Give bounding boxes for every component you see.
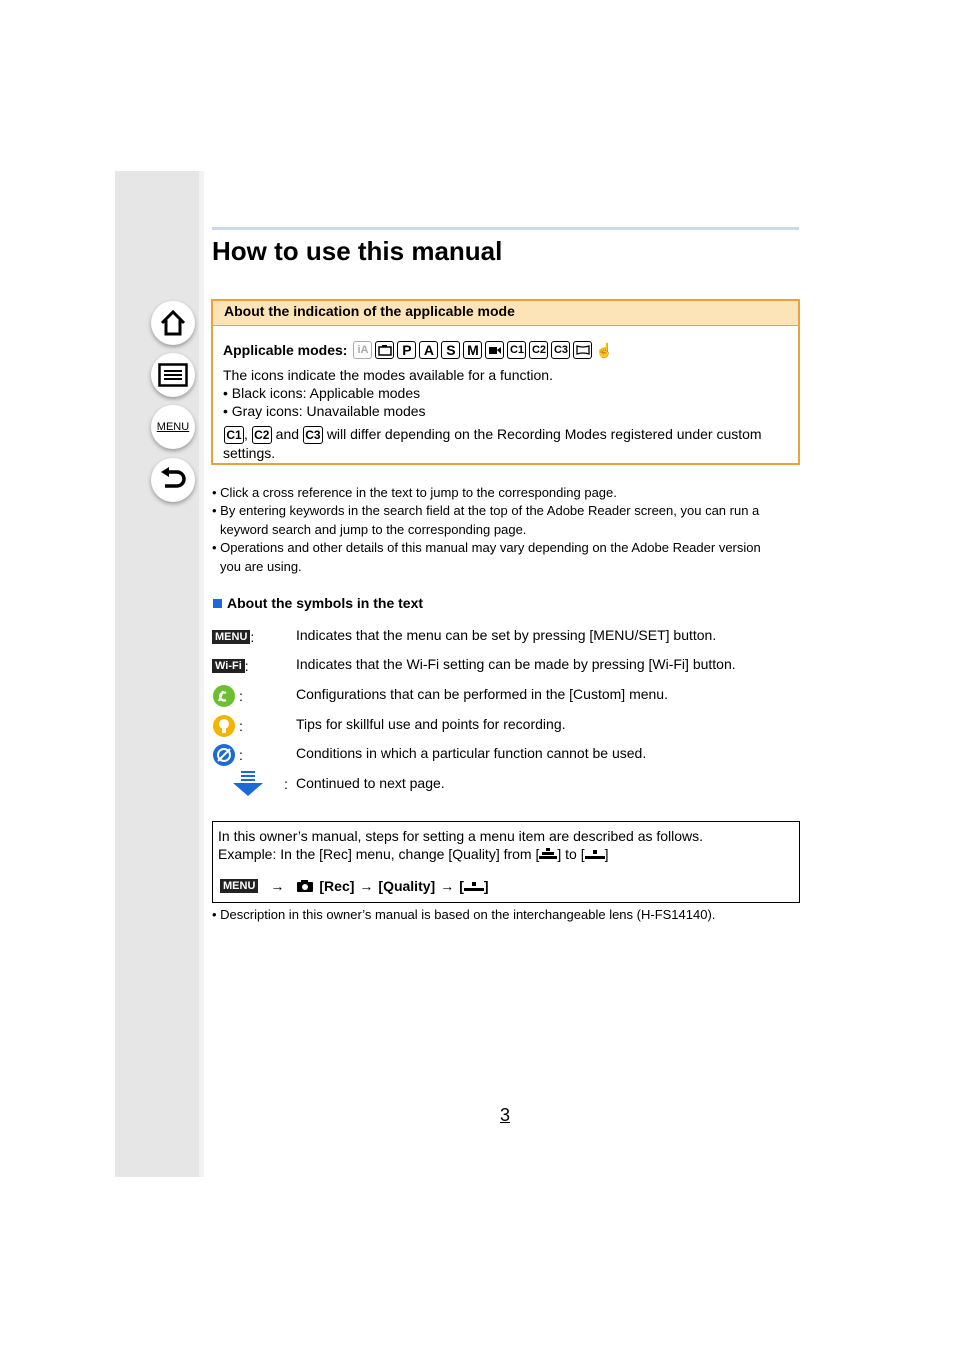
- custom-menu-icon: [212, 684, 236, 708]
- wifi-tag-icon: Wi-Fi: [212, 659, 245, 673]
- arrow: →: [270, 878, 285, 894]
- tips-bulb-icon: [212, 714, 236, 738]
- quality-label: [Quality]: [378, 878, 436, 894]
- symbols-heading: [213, 595, 423, 611]
- mode-c3-icon: C3: [551, 341, 570, 359]
- unavailable-icon: [212, 743, 236, 767]
- continued-arrow-icon: [232, 771, 264, 797]
- bullet-keyword-search: • By entering keywords in the search field at the top of the Adobe Reader screen, you can run a: [212, 503, 760, 518]
- back-arrow-icon: [159, 467, 187, 493]
- bullet-adobe-version: • Operations and other details of this manual may vary depending on the Adobe Reader version: [212, 540, 761, 555]
- symbol-continued-row: [232, 771, 288, 797]
- mode-c2-icon: C2: [529, 341, 548, 359]
- blue-square-icon: [213, 599, 222, 608]
- back-button[interactable]: [151, 458, 195, 502]
- example-intro: In this owner’s manual, steps for setting a menu item are described as follows.: [218, 828, 704, 844]
- arrow: →: [440, 878, 455, 894]
- menu-list-button[interactable]: [151, 405, 195, 449]
- menu-tag-icon: MENU: [212, 630, 250, 644]
- mode-c1-icon: C1: [507, 341, 526, 359]
- mode-black-line: • Black icons: Applicable modes: [223, 385, 421, 401]
- arrow: →: [359, 878, 374, 894]
- c3-icon: C3: [303, 426, 323, 444]
- menu-label: MENU: [156, 421, 190, 433]
- quality-standard-icon: [464, 880, 484, 892]
- applicable-modes-row: [223, 341, 613, 359]
- home-icon: [159, 309, 187, 337]
- quality-standard-icon: [585, 848, 605, 860]
- list-icon: [158, 363, 188, 387]
- custom-mode-line: C1 , C2 and C3 will differ depending on the Recording Modes registered under custom: [224, 425, 762, 444]
- example-menu-path: [220, 877, 489, 895]
- mode-p-icon: P: [397, 341, 416, 359]
- symbol-unavailable-desc: Conditions in which a particular function cannot be used.: [296, 745, 647, 761]
- colon: :: [239, 718, 243, 734]
- symbol-wifi-desc: Indicates that the Wi-Fi setting can be made by pressing [Wi-Fi] button.: [296, 656, 736, 672]
- lens-note: • Description in this owner’s manual is based on the interchangeable lens (H-FS14140).: [212, 907, 716, 922]
- home-button[interactable]: [151, 301, 195, 345]
- symbols-heading-text: About the symbols in the text: [227, 595, 424, 611]
- mode-ia-gray-icon: iA: [353, 341, 372, 359]
- custom-mode-text: will differ depending on the Recording Modes registered under custom: [326, 426, 762, 442]
- quality-fine-icon: [539, 848, 557, 860]
- menu-tag-icon: MENU: [220, 879, 258, 893]
- example-line-part1: Example: In the [Rec] menu, change [Quality] from [: [218, 846, 540, 862]
- mode-s-icon: S: [441, 341, 460, 359]
- bullet-adobe-version-cont: you are using.: [220, 559, 302, 574]
- custom-mode-text-cont: settings.: [223, 445, 276, 461]
- mode-desc-line: The icons indicate the modes available for a function.: [223, 367, 553, 383]
- mode-a-icon: A: [419, 341, 438, 359]
- symbol-custom-desc: Configurations that can be performed in the [Custom] menu.: [296, 686, 668, 702]
- colon: :: [250, 629, 255, 645]
- camera-icon: [296, 879, 314, 893]
- symbol-tips-desc: Tips for skillful use and points for recording.: [296, 716, 566, 732]
- mode-creative-video-icon: [485, 341, 504, 359]
- example-line-part3: ]: [604, 846, 609, 862]
- bracket-open: [: [459, 878, 464, 894]
- colon: :: [284, 776, 288, 792]
- mode-panorama-icon: [573, 341, 592, 359]
- example-line-part2: ] to [: [557, 846, 585, 862]
- colon: :: [244, 658, 249, 674]
- c2-icon: C2: [252, 426, 272, 444]
- bracket-close: ]: [483, 878, 489, 894]
- sidebar-edge: [199, 171, 204, 1177]
- bullet-cross-reference: • Click a cross reference in the text to jump to the corresponding page.: [212, 485, 617, 500]
- colon: :: [239, 688, 243, 704]
- symbol-tips-row: [212, 714, 243, 738]
- mode-box-heading: About the indication of the applicable mode: [213, 301, 798, 326]
- example-line: [218, 845, 609, 863]
- mode-scene-gray-icon: ☝: [595, 341, 613, 358]
- page-title: How to use this manual: [212, 236, 503, 266]
- c1-icon: C1: [224, 426, 244, 444]
- symbol-continued-desc: Continued to next page.: [296, 775, 445, 791]
- symbol-custom-row: [212, 684, 243, 708]
- symbol-menu-desc: Indicates that the menu can be set by pressing [MENU/SET] button.: [296, 627, 717, 643]
- contents-button[interactable]: [151, 353, 195, 397]
- applicable-modes-label: Applicable modes:: [223, 342, 348, 358]
- page-number[interactable]: 3: [500, 1105, 511, 1125]
- mode-m-icon: M: [463, 341, 482, 359]
- rec-menu-label: [Rec]: [319, 878, 355, 894]
- and-text: and: [275, 426, 300, 442]
- mode-gray-line: • Gray icons: Unavailable modes: [223, 403, 426, 419]
- symbol-menu-row: [212, 629, 254, 645]
- symbol-unavailable-row: [212, 743, 243, 767]
- title-rule: [212, 227, 799, 230]
- symbol-wifi-row: [212, 658, 249, 674]
- colon: :: [239, 747, 243, 763]
- bullet-keyword-search-cont: keyword search and jump to the corresponding page.: [220, 522, 527, 537]
- mode-ia-plus-icon: [375, 341, 394, 359]
